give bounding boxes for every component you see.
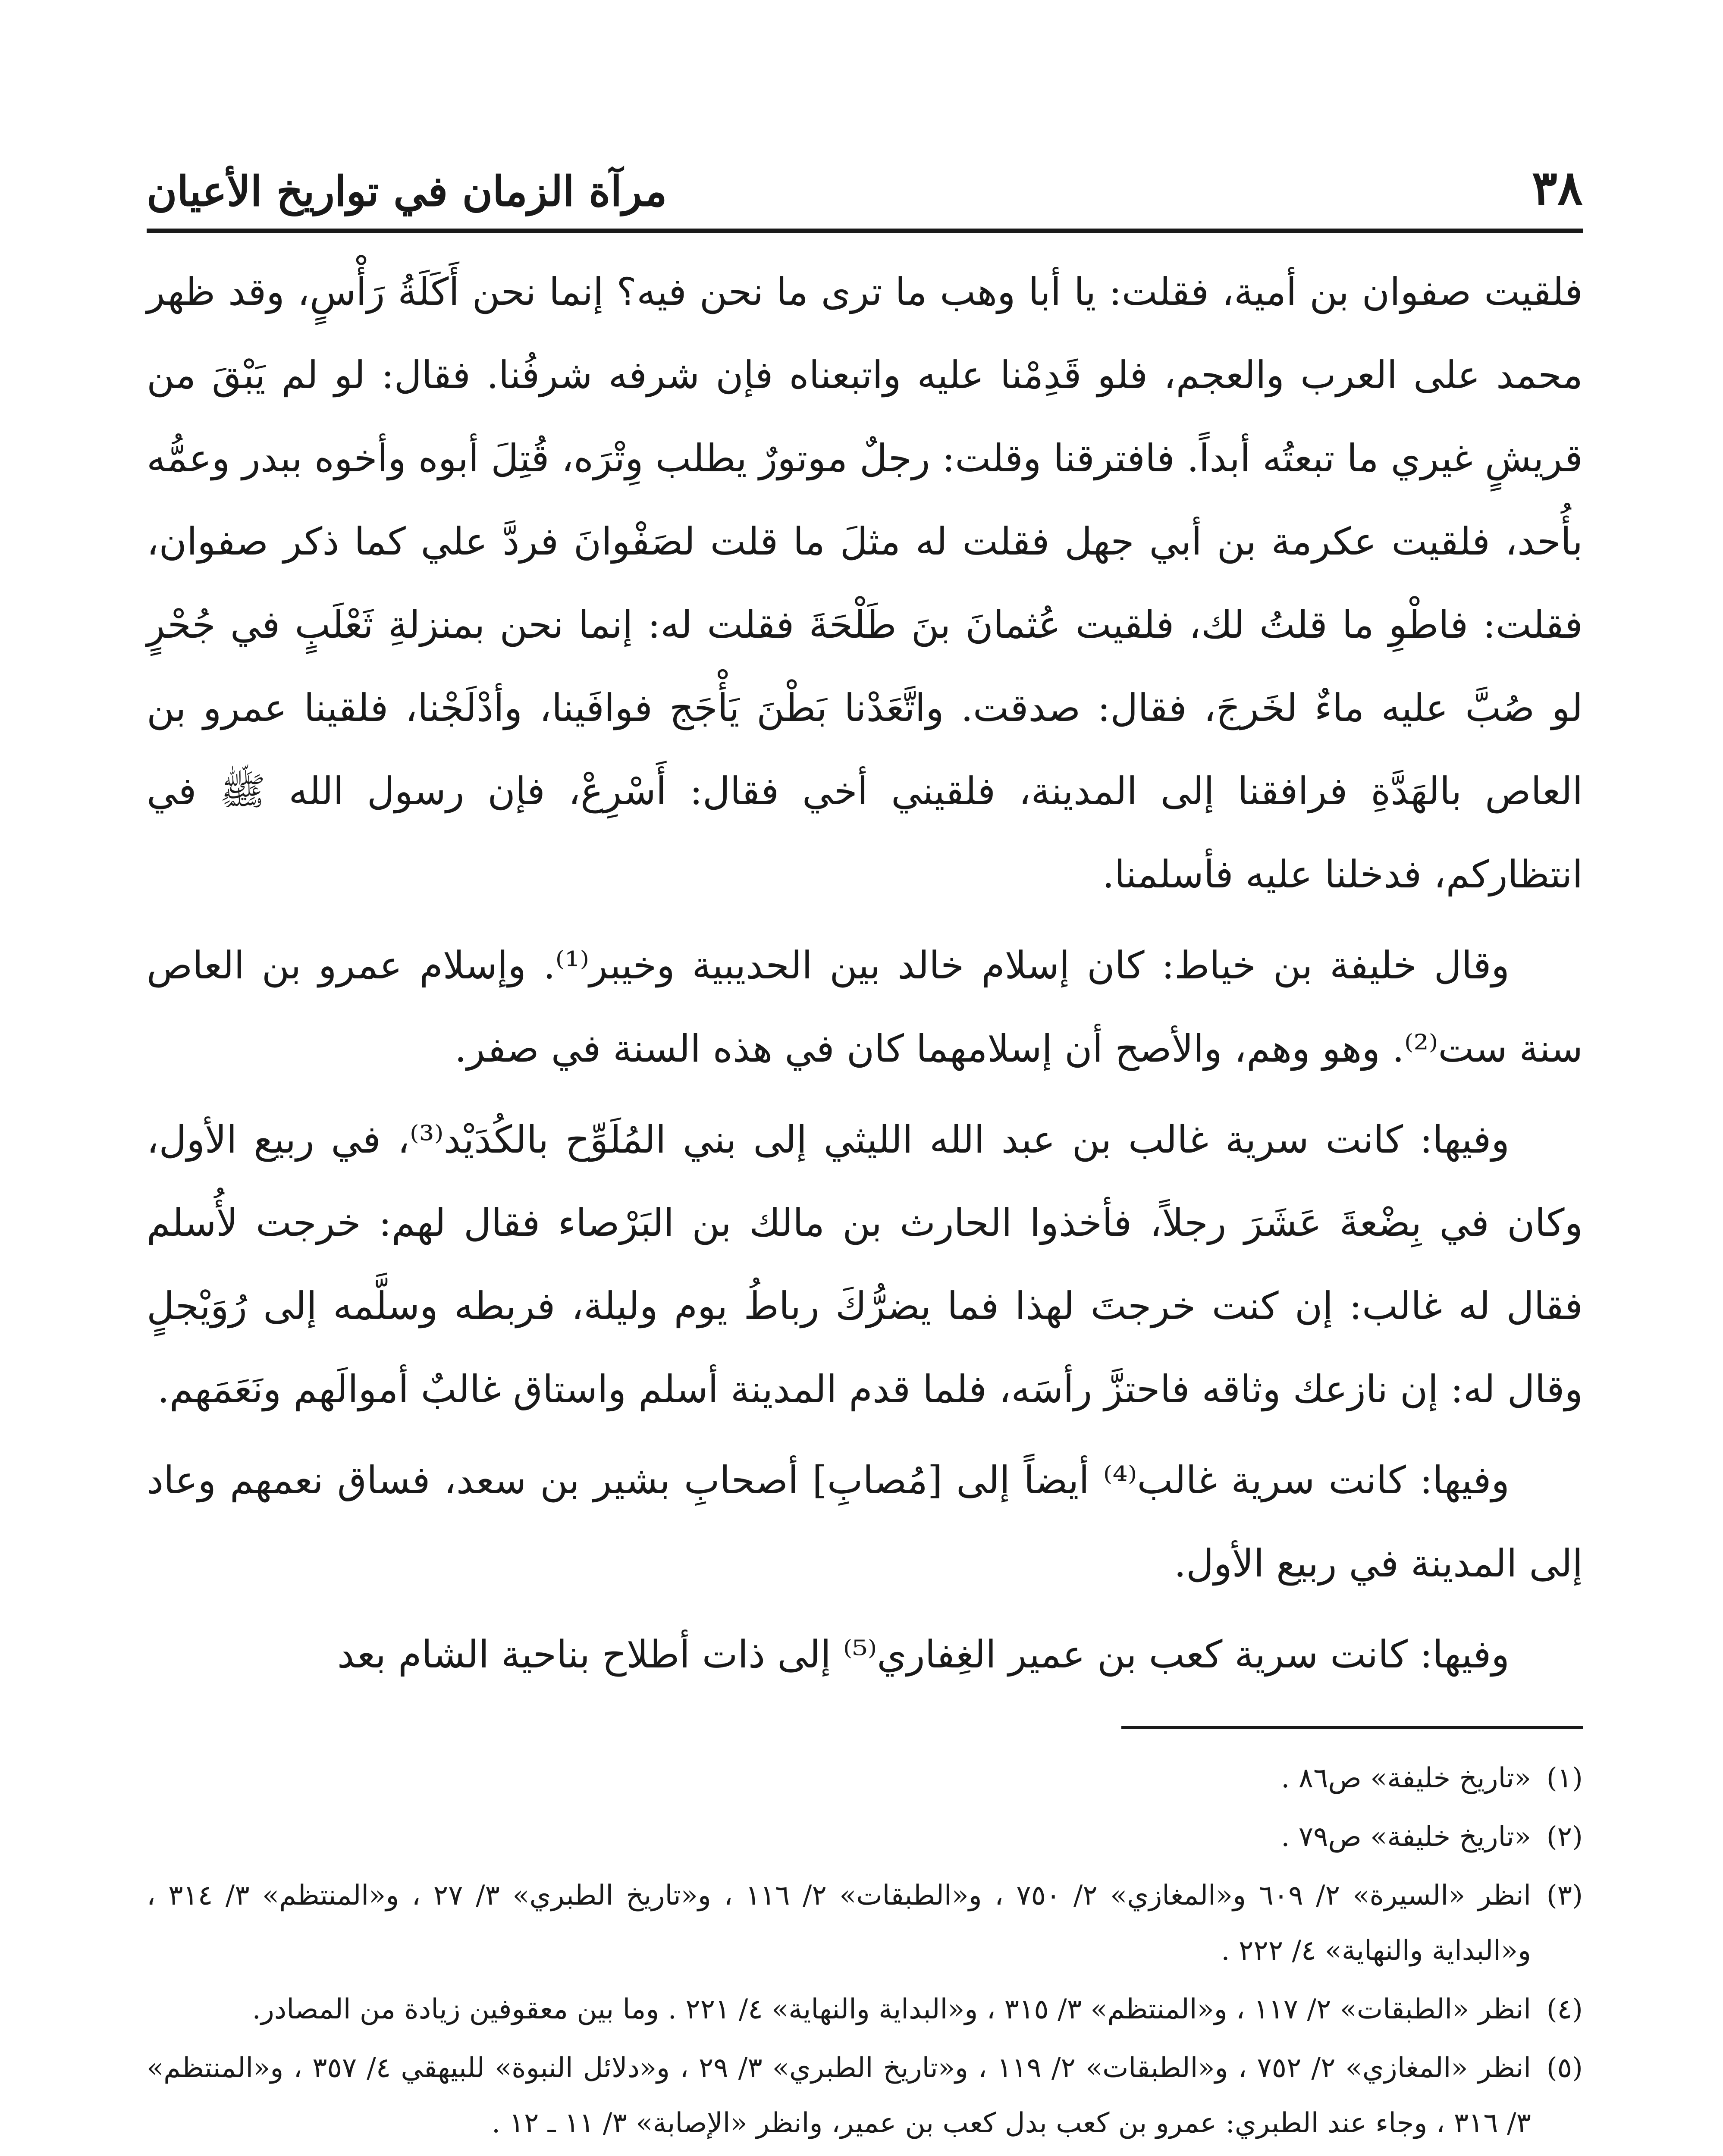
paragraph: فلقيت صفوان بن أمية، فقلت: يا أبا وهب ما ترى ما نحن فيه؟ إنما نحن أَكَلَةُ رَأْسٍ، وقد ظهر محمد على العرب والعجم، فلو قَدِمْنا عليه واتبعناه فإن شرفه شرفُنا. فقال: لو لم يَبْقَ من قريشٍ غيري ما تبعتُه أبداً. فافترقنا وقلت: رجلٌ موتورٌ يطلب وِتْرَه، قُتِلَ أبوه وأخوه ببدر وعمُّه بأُحد، فلقيت عكرمة بن أبي جهل فقلت له مثلَ ما قلت لصَفْوانَ فردَّ علي كما ذكر صفوان، فقلت: فاطْوِ ما قلتُ لك، فلقيت عُثمانَ بنَ طَلْحَةَ فقلت له: إنما نحن بمنزلةِ ثَعْلَبٍ في جُحْرٍ لو صُبَّ عليه ماءٌ لخَرجَ، فقال: صدقت. واتَّعَدْنا بَطْنَ يَأْجَج فوافَينا، وأدْلَجْنا، فلقينا عمرو بن العاص بالهَدَّةِ فرافقنا إلى المدينة، فلقيني أخي فقال: أَسْرِعْ، فإن رسول الله ﷺ في انتظاركم، فدخلنا عليه فأسلمنا. — [147, 270, 1583, 896]
footnote — [147, 1809, 1583, 1865]
paragraph: وقال خليفة بن خياط: كان إسلام خالد بين الحديبية وخيبر⁽¹⁾. وإسلام عمرو بن العاص سنة ست⁽²⁾. وهو وهم، والأصح أن إسلامهما كان في هذه السنة في صفر. — [147, 943, 1583, 1071]
book-title: مرآة الزمان في تواريخ الأعيان — [147, 167, 667, 216]
paragraph: وفيها: كانت سرية كعب بن عمير الغِفاري⁽⁵⁾ إلى ذات أطلاح بناحية الشام بعد — [337, 1632, 1510, 1677]
footnote-text: «تاريخ خليفة» ص٨٦ . — [1281, 1762, 1531, 1794]
running-header — [147, 129, 1583, 233]
paragraph: وفيها: كانت سرية غالب بن عبد الله الليثي إلى بني المُلَوِّح بالكُدَيْد⁽³⁾، في ربيع الأول، وكان في بِضْعةَ عَشَرَ رجلاً، فأخذوا الحارث بن مالك بن البَرْصاء فقال لهم: خرجت لأُسلم فقال له غالب: إن كنت خرجتَ لهذا فما يضرُّكَ رباطُ يوم وليلة، فربطه وسلَّمه إلى رُوَيْجلٍ وقال له: إن نازعك وثاقه فاحتزَّ رأسَه، فلما قدم المدينة أسلم واستاق غالبٌ أموالَهم ونَعَمَهم. — [147, 1117, 1583, 1411]
footnote-text: «تاريخ خليفة» ص٧٩ . — [1281, 1821, 1531, 1853]
footnotes — [147, 1751, 1583, 2151]
footnote-number: (٣) — [1546, 1880, 1583, 1912]
page-number: ٣٨ — [1532, 160, 1583, 216]
footnote — [147, 1868, 1583, 1978]
paragraph: وفيها: كانت سرية غالب⁽⁴⁾ أيضاً إلى [مُصابِ] أصحابِ بشير بن سعد، فساق نعمهم وعاد إلى المدينة في ربيع الأول. — [147, 1458, 1583, 1586]
main-text — [147, 250, 1583, 1696]
footnote-number: (٤) — [1546, 1993, 1583, 2025]
footnote-number: (١) — [1546, 1762, 1583, 1794]
book-page — [147, 129, 1583, 2156]
footnote — [147, 2040, 1583, 2151]
footnote-number: (٢) — [1546, 1821, 1583, 1853]
footnote-text: انظر «السيرة» ٢/ ٦٠٩ و«المغازي» ٢/ ٧٥٠ ، و«الطبقات» ٢/ ١١٦ ، و«تاريخ الطبري» ٣/ ٢٧ ، و«المنتظم» ٣/ ٣١٤ ، و«البداية والنهاية» ٤/ ٢٢٢ . — [147, 1880, 1532, 1967]
footnote-text: انظر «المغازي» ٢/ ٧٥٢ ، و«الطبقات» ٢/ ١١٩ ، و«تاريخ الطبري» ٣/ ٢٩ ، و«دلائل النبوة» للبيهقي ٤/ ٣٥٧ ، و«المنتظم» ٣/ ٣١٦ ، وجاء عند الطبري: عمرو بن كعب بدل كعب بن عمير، وانظر «الإصابة» ٣/ ١١ ـ ١٢ . — [147, 2052, 1531, 2139]
footnote — [147, 1751, 1583, 1806]
footnote-text: انظر «الطبقات» ٢/ ١١٧ ، و«المنتظم» ٣/ ٣١٥ ، و«البداية والنهاية» ٤/ ٢٢١ . وما بين معقوفين زيادة من المصادر. — [252, 1993, 1531, 2025]
footnote-number: (٥) — [1546, 2052, 1583, 2084]
footnote — [147, 1982, 1583, 2037]
footnote-divider — [1121, 1726, 1583, 1729]
